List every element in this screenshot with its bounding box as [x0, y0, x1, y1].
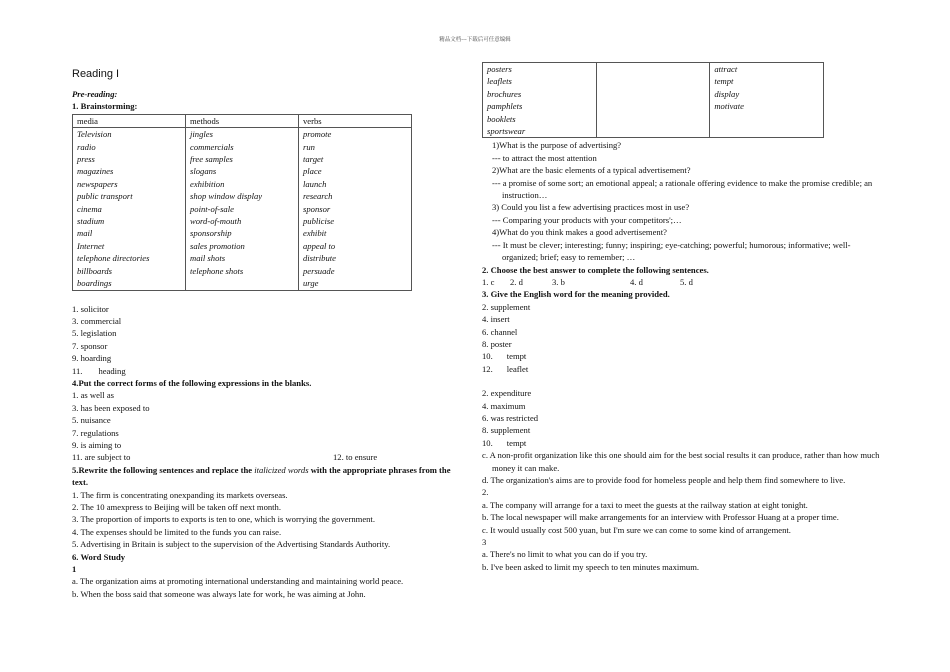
example-sentence: a. There's no limit to what you can do if you try. [482, 549, 648, 560]
list-item: 7. sponsor [72, 340, 108, 351]
answer-item: 5. d [680, 276, 693, 287]
example-sentence: b. I've been asked to limit my speech to ten minutes maximum. [482, 561, 700, 572]
list-item: 12. leaflet [482, 363, 529, 374]
list-item: 7. regulations [72, 427, 119, 438]
table-cell: Internet [77, 240, 105, 251]
list-item: 9. hoarding [72, 353, 112, 364]
table-cell: run [299, 141, 412, 153]
answer: --- to attract the most attention [492, 152, 597, 163]
table-row [483, 75, 824, 87]
discussion-questions [482, 139, 882, 263]
list-item: 4. maximum [482, 400, 526, 411]
list-item: 8. supplement [482, 425, 531, 436]
list-item: 11. heading [72, 365, 126, 376]
example-sentence: b. The local newspaper will make arrangements for an interview with Professor Huang at a proper time. [482, 512, 839, 523]
list-item: 2. The 10 amexpress to Beijing will be taken off next month. [72, 502, 281, 512]
table-cell: magazines [77, 166, 114, 177]
table-row [483, 88, 824, 100]
table-row [483, 113, 824, 125]
table-row [73, 165, 412, 177]
example-sentence: a. The company will arrange for a taxi to meet the guests at the railway station at eight tonight. [482, 499, 808, 510]
table-cell: brochures [487, 88, 522, 99]
list-item: 6. channel [482, 326, 518, 337]
table-row [73, 227, 412, 239]
example-sentence: c. It would usually cost 500 yuan, but I'm sure we can come to some kind of arrangement. [482, 524, 791, 535]
page-header: 精品文档---下载后可任意编辑 [439, 37, 511, 43]
example-sentence: a. The organization aims at promoting international understanding and maintaining world peace. [72, 576, 404, 587]
table-cell: attract [710, 63, 824, 76]
table-row [73, 190, 412, 202]
table-cell: shop window display [186, 190, 299, 202]
list-item: 6. was restricted [482, 412, 539, 423]
table-cell [186, 277, 299, 290]
table-cell: exhibit [299, 227, 412, 239]
example-sentence: d. The organization's aims are to provide food for homeless people and help them find somewhere to live. [482, 475, 846, 485]
table-cell: target [299, 153, 412, 165]
table-row [483, 63, 824, 76]
table-cell: commercials [186, 141, 299, 153]
question: 4)What do you think makes a good advertisement? [492, 227, 667, 238]
table-row [73, 178, 412, 190]
word-list-e [482, 387, 882, 437]
table-cell: pamphlets [487, 101, 523, 112]
table-cell: motivate [710, 100, 824, 112]
table-cell: promote [299, 128, 412, 141]
table-cell: booklets [487, 113, 516, 124]
table-cell [710, 125, 824, 138]
table-cell: telephone directories [77, 253, 150, 264]
table-cell: mail shots [186, 252, 299, 264]
section-6-heading: 6. Word Study [72, 551, 126, 562]
answer-item: 1. c [482, 276, 495, 287]
example-sentence: b. When the boss said that someone was always late for work, he was aiming at John. [72, 588, 366, 599]
list-item: 5. Advertising in Britain is subject to the supervision of the Advertising Standards Authority. [72, 539, 391, 550]
table-row [73, 215, 412, 227]
table-cell: free samples [186, 153, 299, 165]
pre-reading-heading: Pre-reading: [72, 89, 118, 99]
list-item: 1. solicitor [72, 303, 109, 314]
word-study-number: 2. [482, 487, 489, 498]
table-cell: cinema [77, 203, 102, 214]
table-row [483, 100, 824, 112]
right-column [482, 62, 882, 573]
table-cell [596, 75, 710, 87]
list-item: 8. poster [482, 338, 512, 349]
list-item: 4. insert [482, 314, 510, 325]
list-item: 3. commercial [72, 315, 122, 326]
list-item: 1. The firm is concentrating onexpanding its markets overseas. [72, 489, 288, 500]
table-cell: Television [77, 129, 112, 140]
list-item: 5. legislation [72, 328, 117, 339]
table-cell [596, 125, 710, 138]
word-list-d [482, 301, 882, 351]
table-cell: public transport [77, 191, 133, 202]
table-cell: telephone shots [186, 265, 299, 277]
table-cell: research [299, 190, 412, 202]
question: 1)What is the purpose of advertising? [492, 140, 622, 151]
list-item: 2. expenditure [482, 388, 532, 399]
vocab-list-a [72, 303, 462, 365]
list-item: 3. has been exposed to [72, 402, 150, 413]
table-cell [596, 88, 710, 100]
table-cell: mail [77, 228, 93, 239]
table-row [73, 153, 412, 165]
answer: --- It must be clever; interesting; funny; inspiring; eye-catching; powerful; humorous; informative; well-organized; brief; easy to remember; … [492, 239, 851, 263]
table-cell: slogans [186, 165, 299, 177]
list-item: 1. as well as [72, 390, 115, 401]
table-row [483, 125, 824, 138]
list-item: 10. tempt [482, 437, 527, 448]
answer: --- Comparing your products with your competitors';… [492, 214, 682, 225]
table-row [73, 240, 412, 252]
table-cell: point-of-sale [186, 203, 299, 215]
list-item: 4. The expenses should be limited to the funds you can raise. [72, 526, 282, 537]
table-cell: press [77, 154, 95, 165]
question: 2)What are the basic elements of a typical advertisement? [492, 165, 691, 176]
answer-item: 2. d [510, 276, 523, 287]
answer-item: 4. d [630, 276, 643, 287]
list-item: 11. are subject to 12. to ensure [72, 452, 378, 463]
table-header-cell: verbs [299, 114, 412, 127]
answer: --- a promise of some sort; an emotional appeal; a rationale offering evidence to make the promise credible; an instruction… [492, 177, 873, 201]
continuation-table [482, 62, 824, 138]
table-cell: urge [299, 277, 412, 290]
table-row [73, 128, 412, 141]
section-2-heading: 2. Choose the best answer to complete the following sentences. [482, 264, 709, 275]
table-cell: sponsorship [186, 227, 299, 239]
expressions-list [72, 389, 462, 451]
table-cell [596, 63, 710, 76]
table-cell: persuade [299, 265, 412, 277]
table-cell [596, 113, 710, 125]
table-cell: boardings [77, 278, 112, 289]
list-item: 2. supplement [482, 301, 531, 312]
table-cell: newspapers [77, 178, 118, 189]
table-cell: publicise [299, 215, 412, 227]
table-cell: launch [299, 178, 412, 190]
question: 3) Could you list a few advertising practices most in use? [492, 202, 690, 213]
table-cell: sponsor [299, 203, 412, 215]
table-row [73, 141, 412, 153]
table-header-cell: methods [186, 114, 299, 127]
list-item: 9. is aiming to [72, 439, 122, 450]
table-cell: leaflets [487, 76, 512, 87]
table-cell: jingles [186, 128, 299, 141]
table-cell: word-of-mouth [186, 215, 299, 227]
table-cell: display [710, 88, 824, 100]
list-item: 5. nuisance [72, 415, 111, 426]
brainstorming-heading: 1. Brainstorming: [72, 101, 138, 112]
page-title: Reading I [72, 68, 120, 80]
brainstorming-table [72, 114, 412, 291]
table-row [73, 252, 412, 264]
table-row [73, 265, 412, 277]
table-cell: sales promotion [186, 240, 299, 252]
word-study-number: 3 [482, 537, 487, 548]
table-cell [596, 100, 710, 112]
example-sentence: c. A non-profit organization like this one should aim for the best social results it can produce, rather than how much money it can make. [482, 450, 880, 473]
table-cell: posters [487, 64, 512, 74]
table-cell: stadium [77, 216, 105, 227]
word-study-number: 1 [72, 564, 77, 575]
table-row [73, 277, 412, 290]
table-cell [710, 113, 824, 125]
section-5-heading: 5.Rewrite the following sentences and replace the italicized words with the appropriate phrases from the text. [72, 464, 451, 488]
table-cell: place [299, 165, 412, 177]
table-cell: tempt [710, 75, 824, 87]
section-4-heading: 4.Put the correct forms of the following expressions in the blanks. [72, 377, 312, 388]
table-cell: sportswear [487, 126, 526, 137]
answer-item: 3. b [552, 276, 565, 287]
table-cell: radio [77, 141, 96, 152]
left-column [72, 66, 462, 600]
table-header-cell: media [73, 114, 186, 127]
section-3-heading: 3. Give the English word for the meaning provided. [482, 289, 670, 300]
answers-row [482, 276, 882, 288]
table-cell: exhibition [186, 178, 299, 190]
list-item: 3. The proportion of imports to exports is ten to one, which is worrying the government. [72, 514, 375, 525]
table-cell: billboards [77, 265, 113, 276]
table-cell: appeal to [299, 240, 412, 252]
rewrite-list [72, 489, 462, 551]
table-row [73, 203, 412, 215]
list-item: 10. tempt [482, 351, 527, 362]
table-cell: distribute [299, 252, 412, 264]
